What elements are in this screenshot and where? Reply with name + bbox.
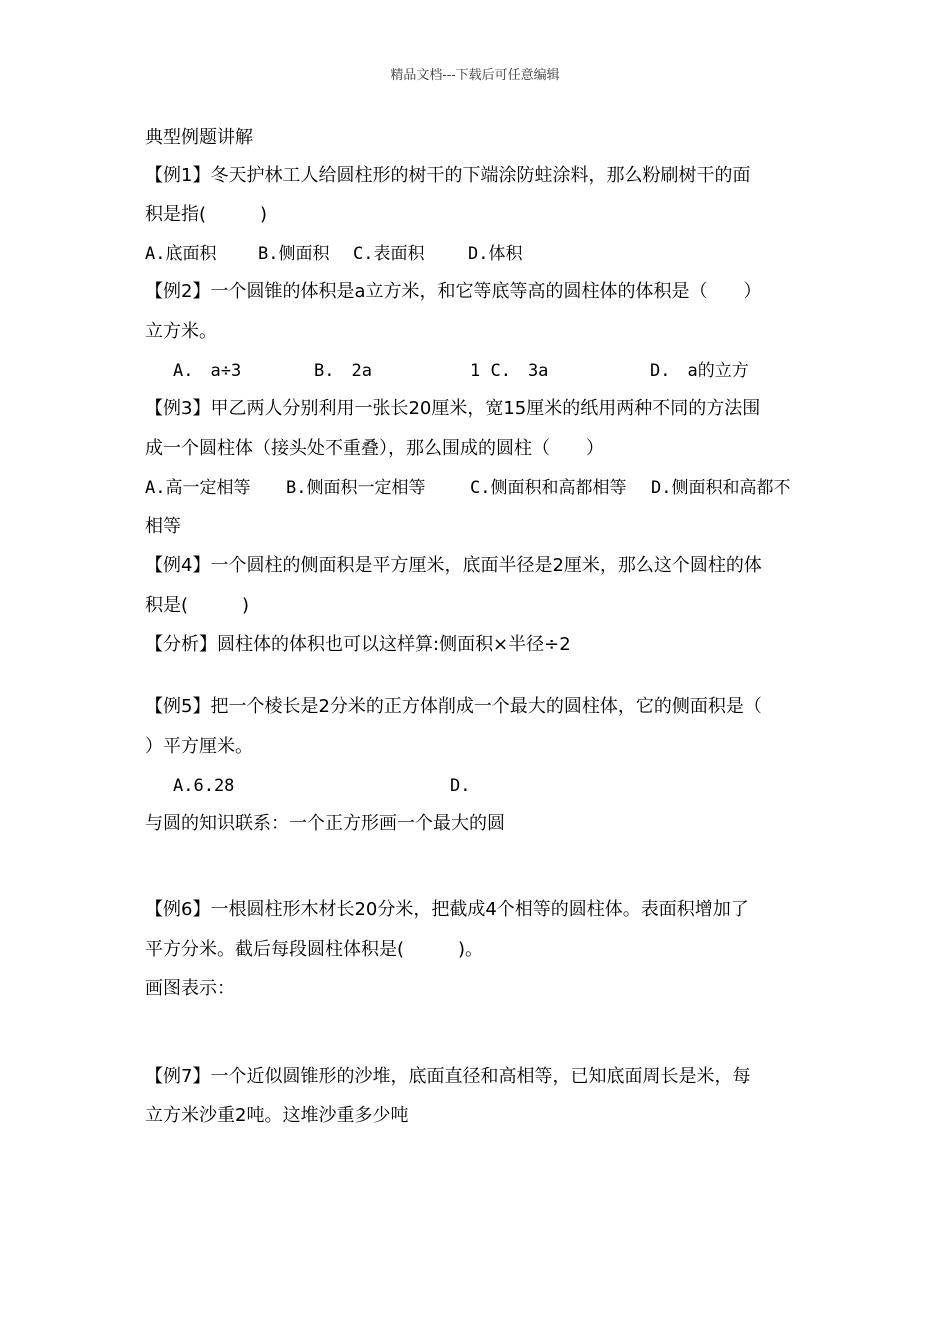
example-2-line-1: 【例2】一个圆锥的体积是a立方米，和它等底等高的圆柱体的体积是（ ） (145, 281, 762, 302)
example-5-line-1: 【例5】把一个棱长是2分米的正方体削成一个最大的圆柱体，它的侧面积是（ (145, 696, 762, 717)
example-2-line-2: 立方米。 (145, 321, 217, 342)
example-5-line-2: ）平方厘米。 (145, 736, 253, 757)
example-5-note: 与圆的知识联系：一个正方形画一个最大的圆 (145, 813, 505, 834)
example-4-analysis: 【分析】圆柱体的体积也可以这样算:侧面积×半径÷2 (145, 634, 571, 655)
example-6-line-1: 【例6】一根圆柱形木材长20分米，把截成4个相等的圆柱体。表面积增加了 (145, 899, 749, 920)
example-1-option-a: A.底面积 (145, 244, 217, 264)
example-6-note: 画图表示： (145, 978, 235, 999)
example-1-line-1: 【例1】冬天护林工人给圆柱形的树干的下端涂防蛀涂料，那么粉刷树干的面 (145, 165, 751, 186)
example-2-option-b: B. 2a (314, 361, 372, 381)
example-2-option-a: A. a÷3 (173, 361, 242, 381)
example-7-line-2: 立方米沙重2吨。这堆沙重多少吨 (145, 1105, 409, 1126)
example-1-option-c: C.表面积 (353, 244, 425, 264)
example-3-line-4: 相等 (145, 516, 181, 537)
example-3-option-c: C.侧面积和高都相等 (470, 478, 627, 498)
page-header: 精品文档---下载后可任意编辑 (390, 68, 560, 83)
example-5-option-d: D. (450, 776, 471, 796)
section-title: 典型例题讲解 (145, 127, 253, 148)
example-3-line-2: 成一个圆柱体（接头处不重叠），那么围成的圆柱（ ） (145, 438, 604, 459)
example-7-line-1: 【例7】一个近似圆锥形的沙堆，底面直径和高相等，已知底面周长是米，每 (145, 1066, 751, 1087)
example-1-option-b: B.侧面积 (258, 244, 330, 264)
example-3-option-a: A.高一定相等 (145, 478, 251, 498)
example-3-option-d: D.侧面积和高都不 (651, 478, 791, 498)
example-1-option-d: D.体积 (468, 244, 523, 264)
example-5-option-a: A.6.28 (173, 776, 235, 796)
example-1-line-2: 积是指( ) (145, 204, 268, 225)
example-4-line-2: 积是( ) (145, 595, 250, 616)
example-2-option-c: 1 C. 3a (470, 361, 549, 381)
example-6-line-2: 平方分米。截后每段圆柱体积是( )。 (145, 939, 484, 960)
example-3-option-b: B.侧面积一定相等 (286, 478, 426, 498)
example-3-line-1: 【例3】甲乙两人分别利用一张长20厘米，宽15厘米的纸用两种不同的方法围 (145, 398, 761, 419)
example-4-line-1: 【例4】一个圆柱的侧面积是平方厘米，底面半径是2厘米，那么这个圆柱的体 (145, 555, 762, 576)
example-2-option-d: D. a的立方 (650, 361, 749, 381)
